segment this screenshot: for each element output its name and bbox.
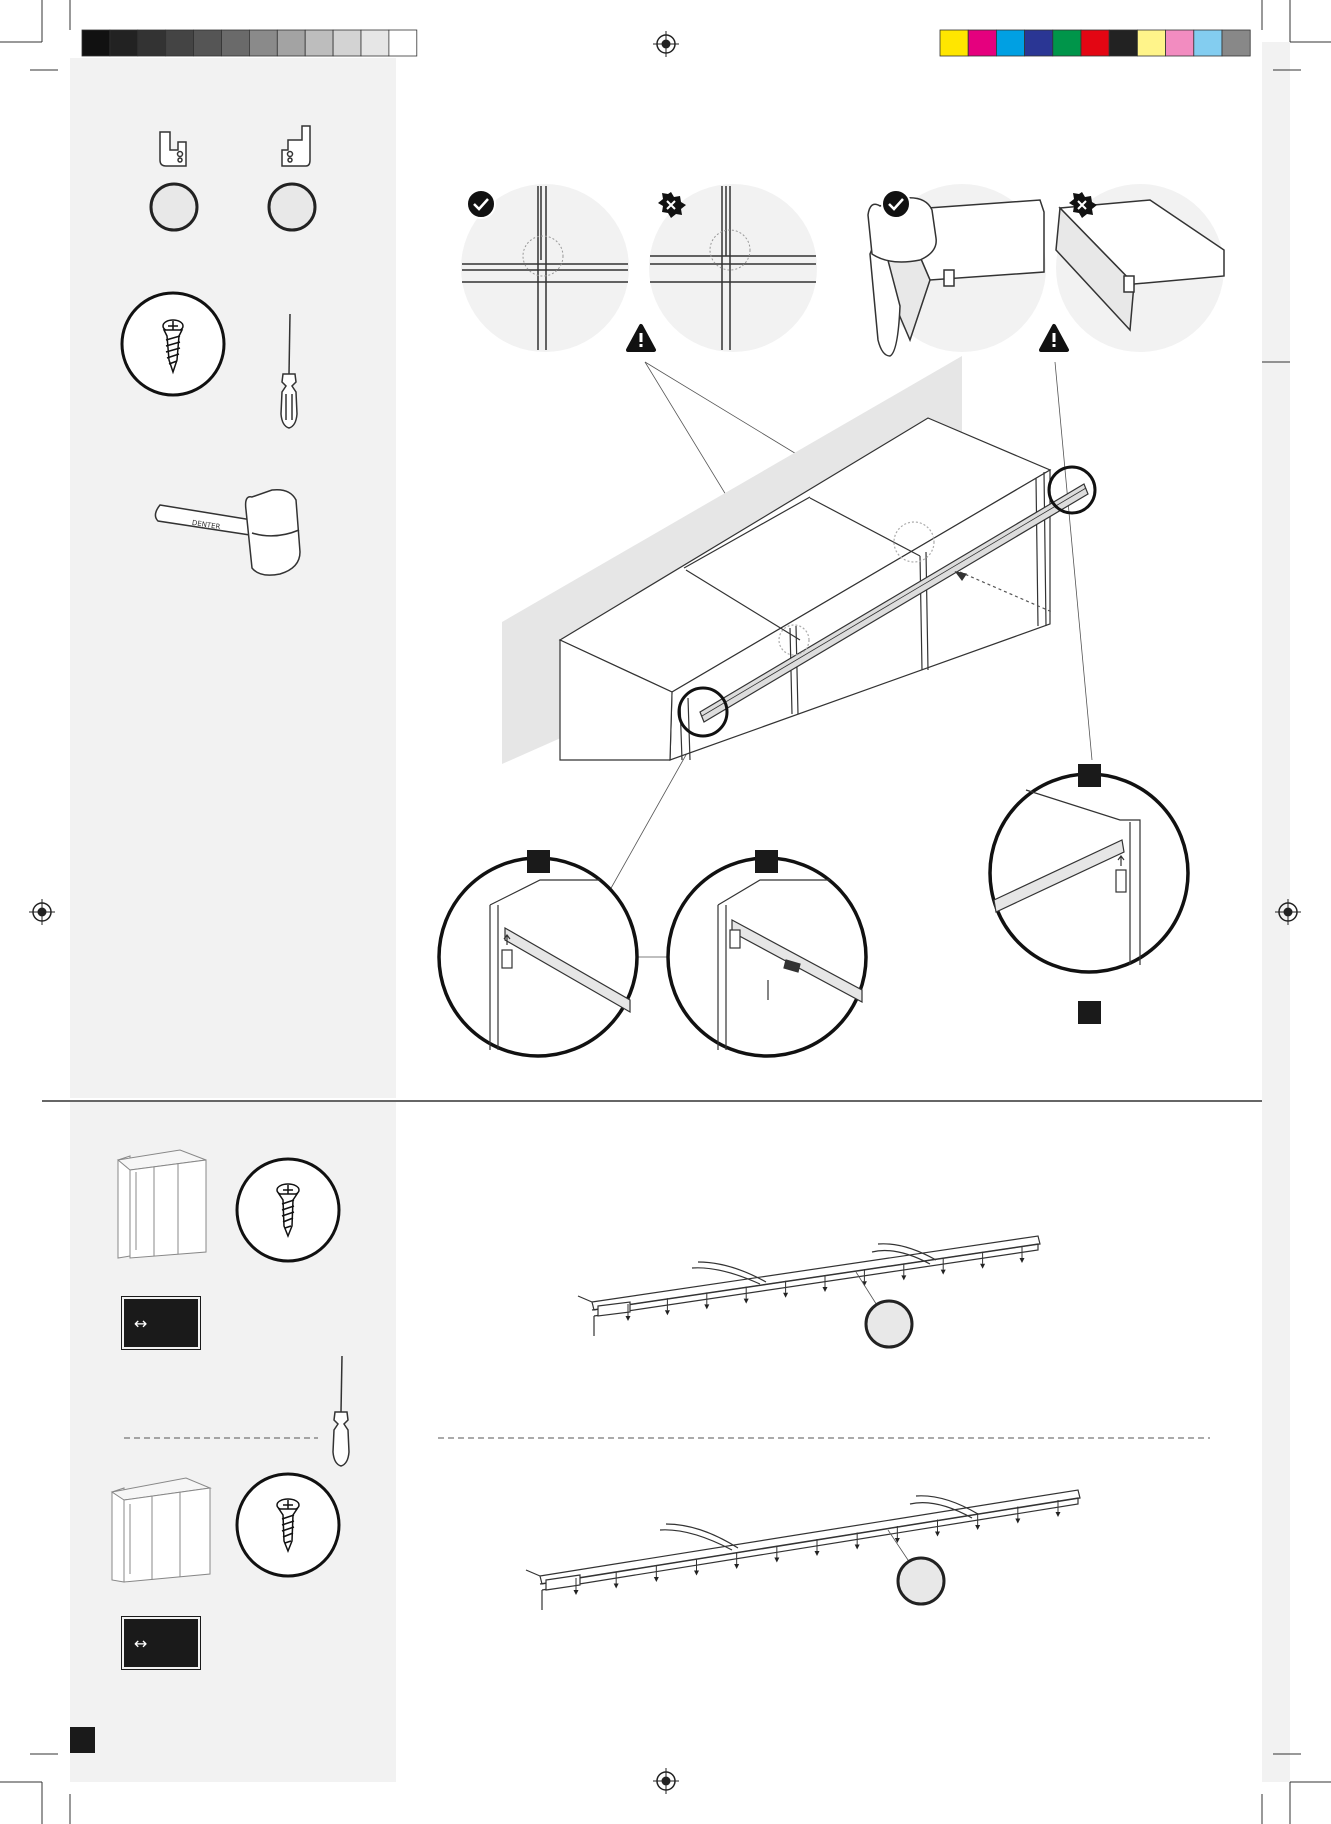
grayscale-swatch: [194, 30, 222, 56]
screw-tip: [744, 1299, 749, 1304]
screw-icon: [122, 293, 224, 395]
process-swatch: [1081, 30, 1109, 56]
screw-tip: [734, 1564, 739, 1569]
dimension-arrow-icon: ↔: [134, 1313, 148, 1333]
step-marker: [1078, 1001, 1101, 1024]
left-panel-top: [70, 58, 396, 1098]
screw-tip: [574, 1590, 579, 1595]
grayscale-swatch: [110, 30, 138, 56]
process-swatch: [996, 30, 1024, 56]
wardrobe-icon: [118, 1150, 206, 1258]
rail-diagram-lower: [526, 1490, 1080, 1610]
grayscale-swatch: [305, 30, 333, 56]
screw-tip: [980, 1264, 985, 1269]
registration-mark-left: [29, 899, 55, 925]
screw-tip: [935, 1532, 940, 1537]
screw-tip: [823, 1287, 828, 1292]
page-corner-marker: [70, 1727, 95, 1753]
process-swatch: [1166, 30, 1194, 56]
grayscale-swatch: [82, 30, 110, 56]
grayscale-swatch: [389, 30, 417, 56]
screw-tip: [815, 1551, 820, 1556]
screw-tip: [704, 1304, 709, 1309]
check-icon: [467, 190, 495, 218]
detail-rail-clip-left: [439, 858, 637, 1056]
part-circle: [269, 184, 315, 230]
rail-screw-row: [574, 1500, 1061, 1595]
process-swatch: [940, 30, 968, 56]
grayscale-swatch: [166, 30, 194, 56]
screw-tip: [1056, 1512, 1061, 1517]
screw-tip: [1015, 1519, 1020, 1524]
process-color-bar: [940, 30, 1250, 56]
process-swatch: [1025, 30, 1053, 56]
process-swatch: [1194, 30, 1222, 56]
screw-tip: [901, 1275, 906, 1280]
process-swatch: [1222, 30, 1250, 56]
grayscale-swatch: [277, 30, 305, 56]
process-swatch: [1137, 30, 1165, 56]
wardrobe-icon: [112, 1478, 210, 1582]
detail-marker: [1049, 467, 1095, 513]
registration-mark-top: [653, 31, 679, 57]
warning-icon: [628, 326, 654, 350]
screw-icon: [237, 1474, 339, 1576]
detail-rail-clip-right: [990, 774, 1188, 972]
process-swatch: [1053, 30, 1081, 56]
detail-rail-clip-middle: [668, 858, 866, 1056]
screw-tip: [855, 1545, 860, 1550]
check-icon: [882, 190, 910, 218]
screw-tip: [975, 1525, 980, 1530]
mallet-brand-label: DENTER: [191, 518, 221, 532]
dimension-arrow-icon: ↔: [134, 1633, 148, 1653]
warning-icon: [1041, 326, 1067, 350]
process-swatch: [968, 30, 996, 56]
grayscale-swatch: [333, 30, 361, 56]
screw-icon: [237, 1159, 339, 1261]
screw-tip: [654, 1577, 659, 1582]
step-marker: [1078, 764, 1101, 787]
part-circle: [151, 184, 197, 230]
grayscale-swatch: [361, 30, 389, 56]
screw-tip: [774, 1558, 779, 1563]
grayscale-swatch: [138, 30, 166, 56]
screw-tip: [614, 1584, 619, 1589]
step-marker: [755, 850, 778, 873]
screw-tip: [665, 1310, 670, 1315]
step-marker: [527, 850, 550, 873]
screw-tip: [783, 1293, 788, 1298]
part-circle: [898, 1558, 944, 1604]
wardrobe-illustration: [502, 356, 1088, 764]
registration-mark-bottom: [653, 1768, 679, 1794]
grayscale-swatch: [222, 30, 250, 56]
dimension-box: [124, 1619, 198, 1667]
rail-diagram-upper: [578, 1236, 1040, 1336]
screw-tip: [895, 1538, 900, 1543]
screw-tip: [941, 1270, 946, 1275]
part-circle: [866, 1301, 912, 1347]
dimension-box: [124, 1299, 198, 1347]
grayscale-swatch: [249, 30, 277, 56]
process-swatch: [1109, 30, 1137, 56]
screw-tip: [694, 1571, 699, 1576]
grayscale-bar: [82, 30, 417, 56]
screw-tip: [1020, 1258, 1025, 1263]
cross-icon: [658, 192, 686, 218]
rail-screw-row: [626, 1246, 1025, 1321]
screw-tip: [626, 1316, 631, 1321]
